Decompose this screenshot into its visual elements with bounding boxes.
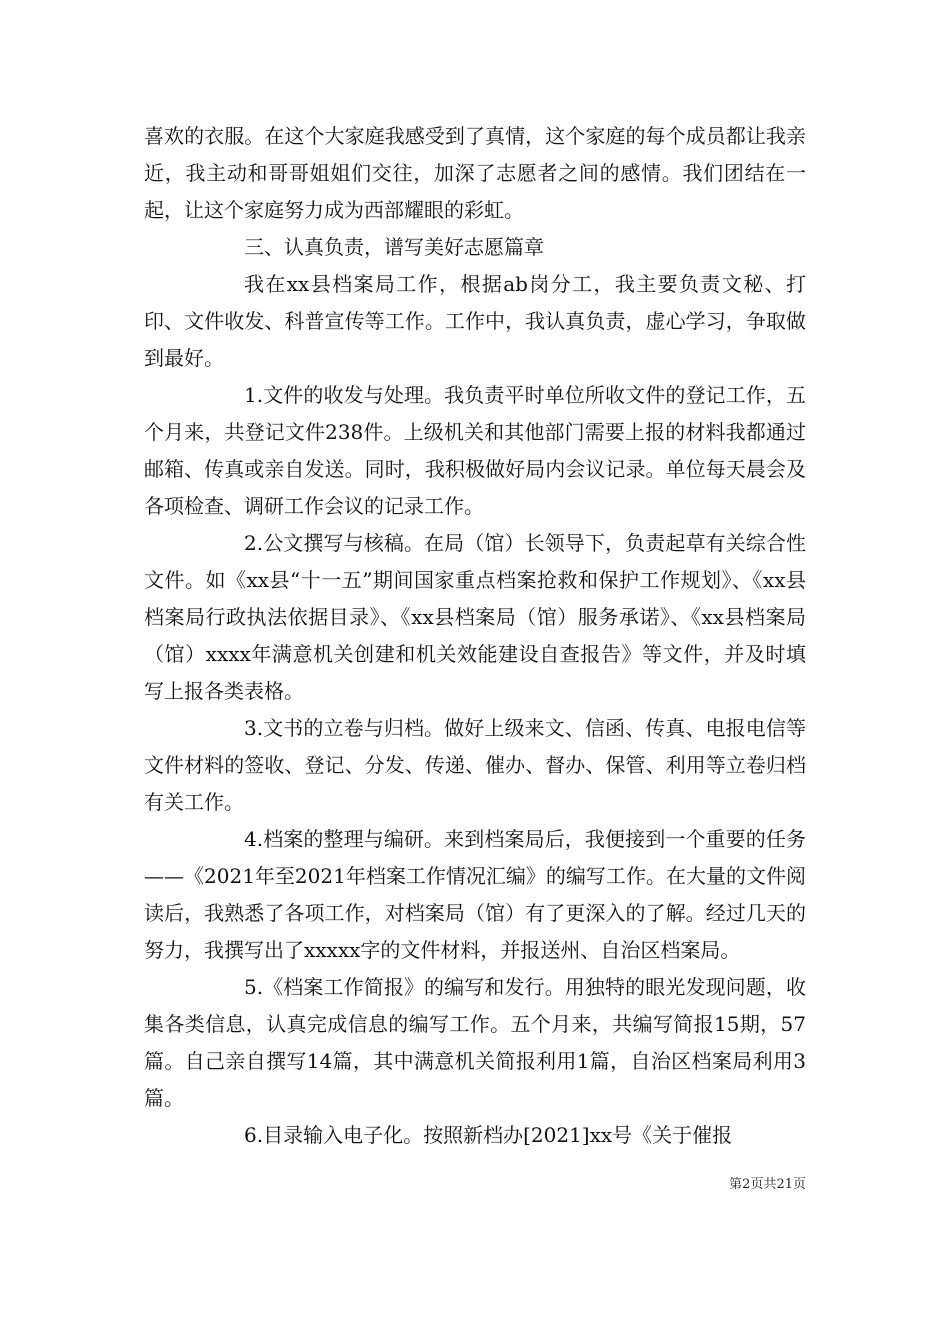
paragraph-item-5: 5.《档案工作简报》的编写和发行。用独特的眼光发现问题，收集各类信息，认真完成信息的编写工作。五个月来，共编写简报15期，57篇。自己亲自撰写14篇，其中满意机关简报利用1篇，自治区档案局利用3篇。 <box>144 975 806 1110</box>
paragraph-item-6: 6.目录输入电子化。按照新档办[2021]xx号《关于催报 <box>244 1123 733 1147</box>
section-heading: 三、认真负责，谱写美好志愿篇章 <box>244 235 544 259</box>
paragraph-intro: 我在xx县档案局工作，根据ab岗分工，我主要负责文秘、打印、文件收发、科普宣传等工作。工作中，我认真负责，虚心学习，争取做到最好。 <box>144 272 806 370</box>
document-body <box>144 118 806 1154</box>
paragraph-continuation: 喜欢的衣服。在这个大家庭我感受到了真情，这个家庭的每个成员都让我亲近，我主动和哥哥姐姐们交往，加深了志愿者之间的感情。我们团结在一起，让这个家庭努力成为西部耀眼的彩虹。 <box>144 124 806 222</box>
paragraph-item-1: 1.文件的收发与处理。我负责平时单位所收文件的登记工作，五个月来，共登记文件238件。上级机关和其他部门需要上报的材料我都通过邮箱、传真或亲自发送。同时，我积极做好局内会议记录。单位每天晨会及各项检查、调研工作会议的记录工作。 <box>144 383 806 518</box>
paragraph-item-2: 2.公文撰写与核稿。在局（馆）长领导下，负责起草有关综合性文件。如《xx县“十一五”期间国家重点档案抢救和保护工作规划》、《xx县档案局行政执法依据目录》、《xx县档案局（馆）服务承诺》、《xx县档案局（馆）xxxx年满意机关创建和机关效能建设自查报告》等文件，并及时填写上报各类表格。 <box>144 531 806 703</box>
paragraph-item-3: 3.文书的立卷与归档。做好上级来文、信函、传真、电报电信等文件材料的签收、登记、分发、传递、催办、督办、保管、利用等立卷归档有关工作。 <box>144 716 806 814</box>
page-footer: 第2页共21页 <box>729 1177 806 1192</box>
paragraph-item-4: 4.档案的整理与编研。来到档案局后，我便接到一个重要的任务——《2021年至2021年档案工作情况汇编》的编写工作。在大量的文件阅读后，我熟悉了各项工作，对档案局（馆）有了更深入的了解。经过几天的努力，我撰写出了xxxxx字的文件材料，并报送州、自治区档案局。 <box>144 827 806 962</box>
